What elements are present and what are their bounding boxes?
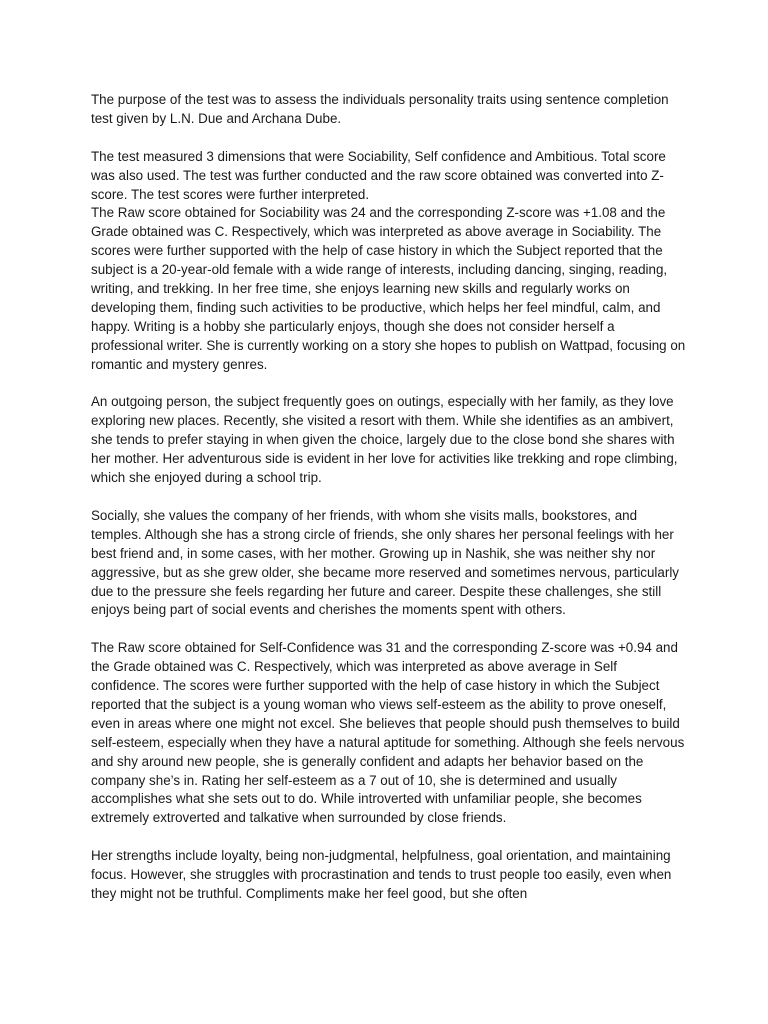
paragraph-self-confidence: The Raw score obtained for Self-Confidence was 31 and the corresponding Z-score was +0.94 and the Grade obtained was C. Respectively, which was interpreted as above average in Self confidence. The scores were further supported with the help of case history in which the Subject reported that the subject is a young woman who views self-esteem as the ability to prove oneself, even in areas where one might not excel. She believes that people should push themselves to build self-esteem, especially when they have a natural aptitude for something. Although she feels nervous and shy around new people, she is generally confident and adapts her behavior based on the company she’s in. Rating her self-esteem as a 7 out of 10, she is determined and usually accomplishes what she sets out to do. While introverted with unfamiliar people, she becomes extremely extroverted and talkative when surrounded by close friends. — [91, 640, 685, 826]
paragraph-dimensions: The test measured 3 dimensions that were Sociability, Self confidence and Ambitious. Total score was also used. The test was further conducted and the raw score obtained was converted into Z-score. The test scores were further interpreted. — [91, 148, 666, 202]
paragraph-purpose: The purpose of the test was to assess the individuals personality traits using sentence completion test given by L.N. Due and Archana Dube. — [91, 92, 669, 126]
paragraph-outgoing: An outgoing person, the subject frequently goes on outings, especially with her family, as they love exploring new places. Recently, she visited a resort with them. While she identifies as an ambivert, she tends to prefer staying in when given the choice, largely due to the close bond she shares with her mother. Her adventurous side is evident in her love for activities like trekking and rope climbing, which she enjoyed during a school trip. — [91, 394, 678, 486]
paragraph-strengths: Her strengths include loyalty, being non-judgmental, helpfulness, goal orientation, and maintaining focus. However, she struggles with procrastination and tends to trust people too easily, even when they might not be truthful. Compliments make her feel good, but she often — [91, 848, 672, 901]
paragraph-sociability: The Raw score obtained for Sociability was 24 and the corresponding Z-score was +1.08 and the Grade obtained was C. Respectively, which was interpreted as above average in Sociability. The scores were further supported with the help of case history in which the Subject reported that the subject is a 20-year-old female with a wide range of interests, including dancing, singing, reading, writing, and trekking. In her free time, she enjoys learning new skills and regularly works on developing them, finding such activities to be productive, which helps her feel mindful, calm, and happy. Writing is a hobby she particularly enjoys, though she does not consider herself a professional writer. She is currently working on a story she hopes to publish on Wattpad, focusing on romantic and mystery genres. — [91, 205, 686, 372]
paragraph-social: Socially, she values the company of her friends, with whom she visits malls, bookstores, and temples. Although she has a strong circle of friends, she only shares her personal feelings with her best friend and, in some cases, with her mother. Growing up in Nashik, she was neither shy nor aggressive, but as she grew older, she became more reserved and sometimes nervous, particularly due to the pressure she feels regarding her future and career. Despite these challenges, she still enjoys being part of social events and cherishes the moments spent with others. — [91, 507, 679, 618]
document-page — [91, 91, 686, 904]
